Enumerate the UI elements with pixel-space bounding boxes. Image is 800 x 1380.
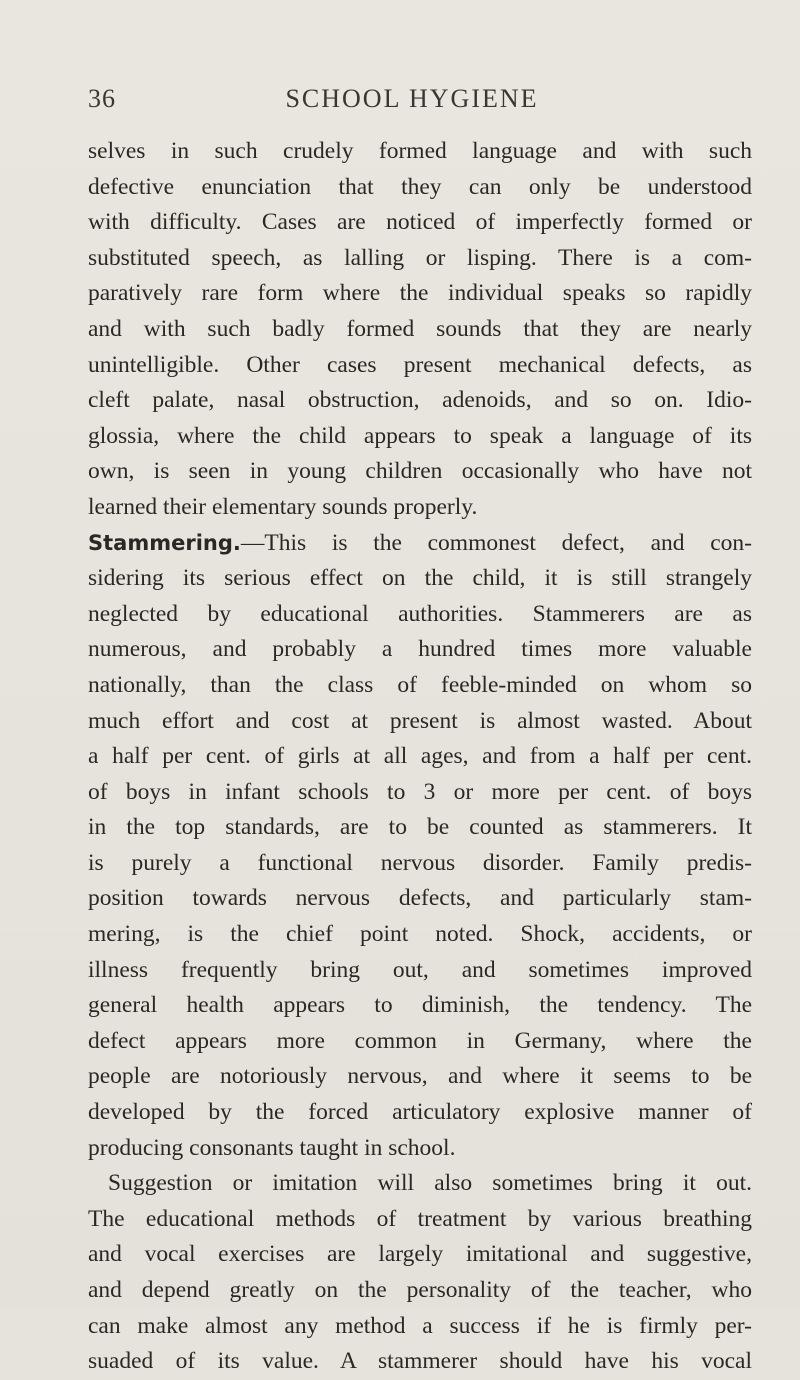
section-heading: Stammering. xyxy=(88,530,241,555)
text-line: cleft palate, nasal obstruction, adenoids, and so on. Idio- xyxy=(88,387,752,414)
running-head: SCHOOL HYGIENE xyxy=(285,84,539,113)
text-line: substituted speech, as lalling or lisping. There is a com- xyxy=(88,244,752,271)
section-first-line xyxy=(88,526,752,562)
text-line: defect appears more common in Germany, where the xyxy=(88,1027,752,1054)
section-first-line-text: —This is the commonest defect, and con- xyxy=(240,529,752,556)
text-line: unintelligible. Other cases present mechanical defects, as xyxy=(88,351,752,378)
text-line: glossia, where the child appears to speak a language of its xyxy=(88,422,752,449)
text-line: and depend greatly on the personality of the teacher, who xyxy=(88,1277,752,1303)
text-line: numerous, and probably a hundred times more valuable xyxy=(88,636,752,663)
text-line: general health appears to diminish, the tendency. The xyxy=(88,992,752,1019)
text-line: learned their elementary sounds properly. xyxy=(88,493,478,520)
text-line: mering, is the chief point noted. Shock, accidents, or xyxy=(88,921,752,948)
text-line: a half per cent. of girls at all ages, and from a half per cent. xyxy=(88,743,752,770)
text-line: developed by the forced articulatory explosive manner of xyxy=(88,1099,752,1126)
text-line: with difficulty. Cases are noticed of imperfectly formed or xyxy=(88,209,752,236)
text-line: Suggestion or imitation will also sometimes bring it out. xyxy=(108,1170,752,1197)
text-line: suaded of its value. A stammerer should have his vocal xyxy=(88,1348,752,1375)
text-line: and with such badly formed sounds that they are nearly xyxy=(88,315,752,342)
text-line: The educational methods of treatment by various breathing xyxy=(88,1205,752,1232)
text-line: position towards nervous defects, and particularly stam- xyxy=(88,885,752,912)
body-text xyxy=(88,134,752,1380)
page-header xyxy=(88,84,736,124)
text-line: in the top standards, are to be counted as stammerers. It xyxy=(88,814,752,841)
text-line: neglected by educational authorities. Stammerers are as xyxy=(88,600,752,627)
page-number: 36 xyxy=(88,84,116,113)
text-line: and vocal exercises are largely imitational and suggestive, xyxy=(88,1241,752,1268)
text-line: selves in such crudely formed language and with such xyxy=(88,138,752,164)
text-line: nationally, than the class of feeble-minded on whom so xyxy=(88,671,752,698)
text-line: can make almost any method a success if he is firmly per- xyxy=(88,1312,752,1339)
text-line: producing consonants taught in school. xyxy=(88,1134,456,1161)
text-line: sidering its serious effect on the child, it is still strangely xyxy=(88,565,752,592)
text-line: defective enunciation that they can only be understood xyxy=(88,173,752,200)
text-line: is purely a functional nervous disorder. Family predis- xyxy=(88,849,752,876)
text-line: illness frequently bring out, and sometimes improved xyxy=(88,956,752,983)
text-line: much effort and cost at present is almost wasted. About xyxy=(88,707,752,734)
text-line: paratively rare form where the individual speaks so rapidly xyxy=(88,280,752,307)
text-line: own, is seen in young children occasionally who have not xyxy=(88,458,752,485)
text-line: of boys in infant schools to 3 or more per cent. of boys xyxy=(88,778,752,805)
text-line: people are notoriously nervous, and where it seems to be xyxy=(88,1063,752,1090)
